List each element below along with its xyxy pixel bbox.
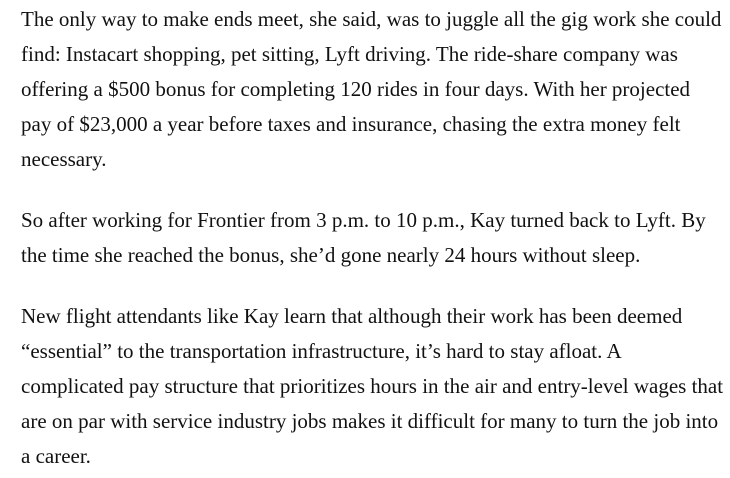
article-paragraph: The only way to make ends meet, she said, was to juggle all the gig work she could find: Instacart shopping, pet sitting, Lyft driving. The ride-share company was offering a $500 bonus for completing 120 rides in four days. With her projected pay of $23,000 a year before taxes and insurance, chasing the extra money felt necessary. xyxy=(21,7,722,171)
article-body xyxy=(21,2,725,474)
article-paragraph: So after working for Frontier from 3 p.m. to 10 p.m., Kay turned back to Lyft. By the time she reached the bonus, she’d gone nearly 24 hours without sleep. xyxy=(21,208,706,267)
article-paragraph: New flight attendants like Kay learn that although their work has been deemed “essential” to the transportation infrastructure, it’s hard to stay afloat. A complicated pay structure that prioritizes hours in the air and entry-level wages that are on par with service industry jobs makes it difficult for many to turn the job into a career. xyxy=(21,304,724,468)
